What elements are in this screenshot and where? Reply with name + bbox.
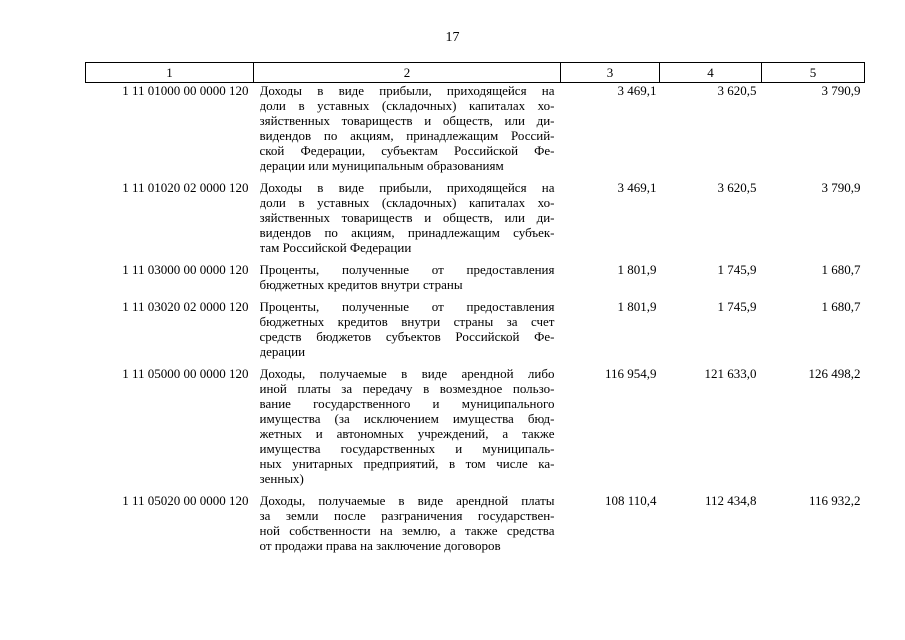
description-line: бюджетных кредитов внутри страны (259, 277, 463, 292)
amount-year-1: 3 469,1 (617, 83, 657, 98)
amount-year-1: 1 801,9 (617, 299, 657, 314)
description-line: имущества (за исключением имущества бюд- (259, 411, 555, 426)
description-line: зяйственных товариществ и обществ, или ди- (259, 210, 555, 225)
description-line: бюджетных кредитов внутри страны за счет (259, 314, 555, 329)
table-header (86, 63, 865, 83)
amount-year-3: 126 498,2 (808, 366, 861, 381)
description-line: иной платы за передачу в возмездное пользо- (259, 381, 555, 396)
amount-year-1: 1 801,9 (617, 262, 657, 277)
table-row (86, 180, 865, 262)
description-line: зяйственных товариществ и обществ, или ди- (259, 113, 555, 128)
amount-year-3: 1 680,7 (821, 299, 861, 314)
description-line: Проценты, полученные от предоставления (259, 299, 555, 314)
table-row (86, 366, 865, 493)
revenue-description (254, 180, 561, 262)
page-number: 17 (445, 30, 460, 45)
budget-classification-code: 1 11 05020 00 0000 120 (122, 493, 249, 508)
description-line: от продажи права на заключение договоров (259, 538, 501, 553)
column-header-1: 1 (86, 63, 254, 83)
description-line: Доходы, получаемые в виде арендной платы (259, 493, 555, 508)
amount-year-2: 112 434,8 (704, 493, 757, 508)
table-row (86, 262, 865, 299)
description-line: доли в уставных (складочных) капиталах хо- (259, 195, 555, 210)
description-line: видендов по акциям, принадлежащим субъек- (259, 225, 555, 240)
amount-year-2: 121 633,0 (704, 366, 757, 381)
amount-year-3: 3 790,9 (821, 180, 861, 195)
amount-year-1: 108 110,4 (604, 493, 657, 508)
amount-year-1: 3 469,1 (617, 180, 657, 195)
table-row (86, 299, 865, 366)
amount-year-2: 3 620,5 (717, 83, 757, 98)
budget-classification-code: 1 11 03020 02 0000 120 (122, 299, 249, 314)
amount-year-2: 1 745,9 (717, 299, 757, 314)
table-row (86, 493, 865, 560)
budget-classification-code: 1 11 01000 00 0000 120 (122, 83, 249, 98)
description-line: дерации или муниципальным образованиям (259, 158, 504, 173)
description-line: жетных и автономных учреждений, а также (259, 426, 555, 441)
column-header-2: 2 (254, 63, 561, 83)
revenue-description (254, 366, 561, 493)
description-line: за земли после разграничения государствен- (259, 508, 555, 523)
description-line: Доходы в виде прибыли, приходящейся на (259, 180, 555, 195)
revenue-description (254, 83, 561, 181)
header-row (86, 63, 865, 83)
description-line: там Российской Федерации (259, 240, 412, 255)
budget-revenue-table (85, 62, 865, 560)
description-line: Доходы, получаемые в виде арендной либо (259, 366, 555, 381)
amount-year-3: 3 790,9 (821, 83, 861, 98)
table-body (86, 83, 865, 561)
amount-year-3: 116 932,2 (808, 493, 861, 508)
description-line: ной собственности на землю, а также средства (259, 523, 555, 538)
revenue-description (254, 299, 561, 366)
description-line: вание государственного и муниципального (259, 396, 555, 411)
description-line: видендов по акциям, принадлежащим Россий- (259, 128, 555, 143)
budget-classification-code: 1 11 01020 02 0000 120 (122, 180, 249, 195)
description-line: дерации (259, 344, 306, 359)
amount-year-1: 116 954,9 (604, 366, 657, 381)
description-line: доли в уставных (складочных) капиталах хо- (259, 98, 555, 113)
budget-classification-code: 1 11 03000 00 0000 120 (122, 262, 249, 277)
revenue-description (254, 262, 561, 299)
description-line: зенных) (259, 471, 304, 486)
description-line: ных унитарных предприятий, в том числе ка- (259, 456, 555, 471)
description-line: ской Федерации, субъектам Российской Фе- (259, 143, 555, 158)
description-line: Проценты, полученные от предоставления (259, 262, 555, 277)
column-header-5: 5 (762, 63, 865, 83)
description-line: средств бюджетов субъектов Российской Фе- (259, 329, 555, 344)
amount-year-3: 1 680,7 (821, 262, 861, 277)
description-line: Доходы в виде прибыли, приходящейся на (259, 83, 555, 98)
amount-year-2: 3 620,5 (717, 180, 757, 195)
column-header-4: 4 (660, 63, 762, 83)
amount-year-2: 1 745,9 (717, 262, 757, 277)
revenue-description (254, 493, 561, 560)
table-row (86, 83, 865, 181)
column-header-3: 3 (561, 63, 660, 83)
budget-classification-code: 1 11 05000 00 0000 120 (122, 366, 249, 381)
description-line: имущества государственных и муниципаль- (259, 441, 555, 456)
